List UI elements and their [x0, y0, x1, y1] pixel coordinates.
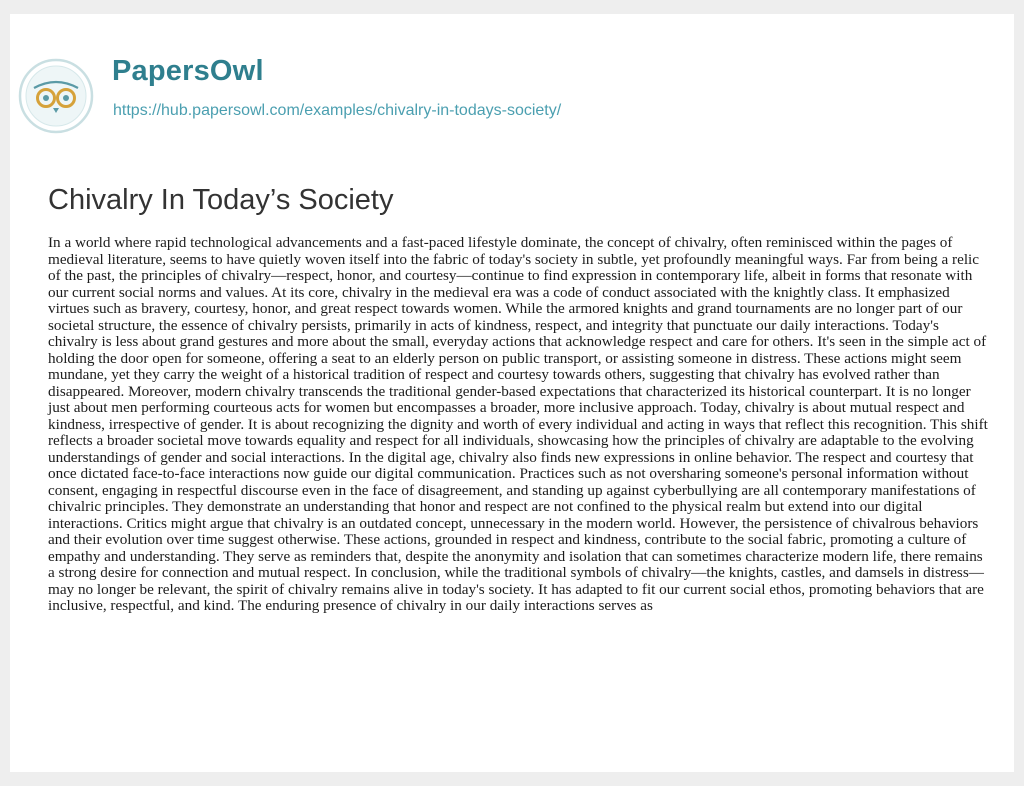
- document-title: Chivalry In Today’s Society: [48, 184, 394, 216]
- owl-logo-icon: [18, 58, 94, 134]
- brand-name[interactable]: PapersOwl: [112, 55, 264, 87]
- document-body: In a world where rapid technological advancements and a fast-paced lifestyle dominate, the concept of chivalry, often reminisced within the pages of medieval literature, seems to have quietly woven itself into the fabric of today's society in subtle, yet profoundly meaningful ways. Far from being a relic of the past, the principles of chivalry—respect, honor, and courtesy—continue to find expression in contemporary life, albeit in forms that resonate with our current social norms and values. At its core, chivalry in the medieval era was a code of conduct associated with the knightly class. It emphasized virtues such as bravery, courtesy, honor, and great respect towards women. While the armored knights and grand tournaments are no longer part of our societal structure, the essence of chivalry persists, primarily in acts of kindness, respect, and integrity that punctuate our daily interactions. Today's chivalry is less about grand gestures and more about the small, everyday actions that acknowledge respect and care for others. It's seen in the simple act of holding the door open for someone, offering a seat to an elderly person on public transport, or assisting someone in distress. These actions might seem mundane, yet they carry the weight of a historical tradition of respect and courtesy towards others, suggesting that chivalry has evolved rather than disappeared. Moreover, modern chivalry transcends the traditional gender-based expectations that characterized its historical counterpart. It is no longer just about men performing courteous acts for women but encompasses a broader, more inclusive approach. Today, chivalry is about mutual respect and kindness, irrespective of gender. It is about recognizing the dignity and worth of every individual and acting in ways that reflect this recognition. This shift reflects a broader societal move towards equality and respect for all individuals, showcasing how the principles of chivalry are adaptable to the evolving understandings of gender and social interactions. In the digital age, chivalry also finds new expressions in online behavior. The respect and courtesy that once dictated face-to-face interactions now guide our digital communication. Practices such as not oversharing someone's personal information without consent, engaging in respectful discourse even in the face of disagreement, and standing up against cyberbullying are all contemporary manifestations of chivalric principles. They demonstrate an understanding that honor and respect are not confined to the physical realm but extend into our digital interactions. Critics might argue that chivalry is an outdated concept, unnecessary in the modern world. However, the persistence of chivalrous behaviors and their evolution over time suggest otherwise. These actions, grounded in respect and kindness, contribute to the social fabric, promoting a culture of empathy and understanding. They serve as reminders that, despite the anonymity and isolation that can sometimes characterize modern life, there remains a strong desire for connection and mutual respect. In conclusion, while the traditional symbols of chivalry—the knights, castles, and damsels in distress—may no longer be relevant, the spirit of chivalry remains alive in today's society. It has adapted to fit our current social ethos, promoting behaviors that are inclusive, respectful, and kind. The enduring presence of chivalry in our daily interactions serves as: [48, 234, 988, 614]
- source-url[interactable]: https://hub.papersowl.com/examples/chivalry-in-todays-society/: [113, 102, 562, 119]
